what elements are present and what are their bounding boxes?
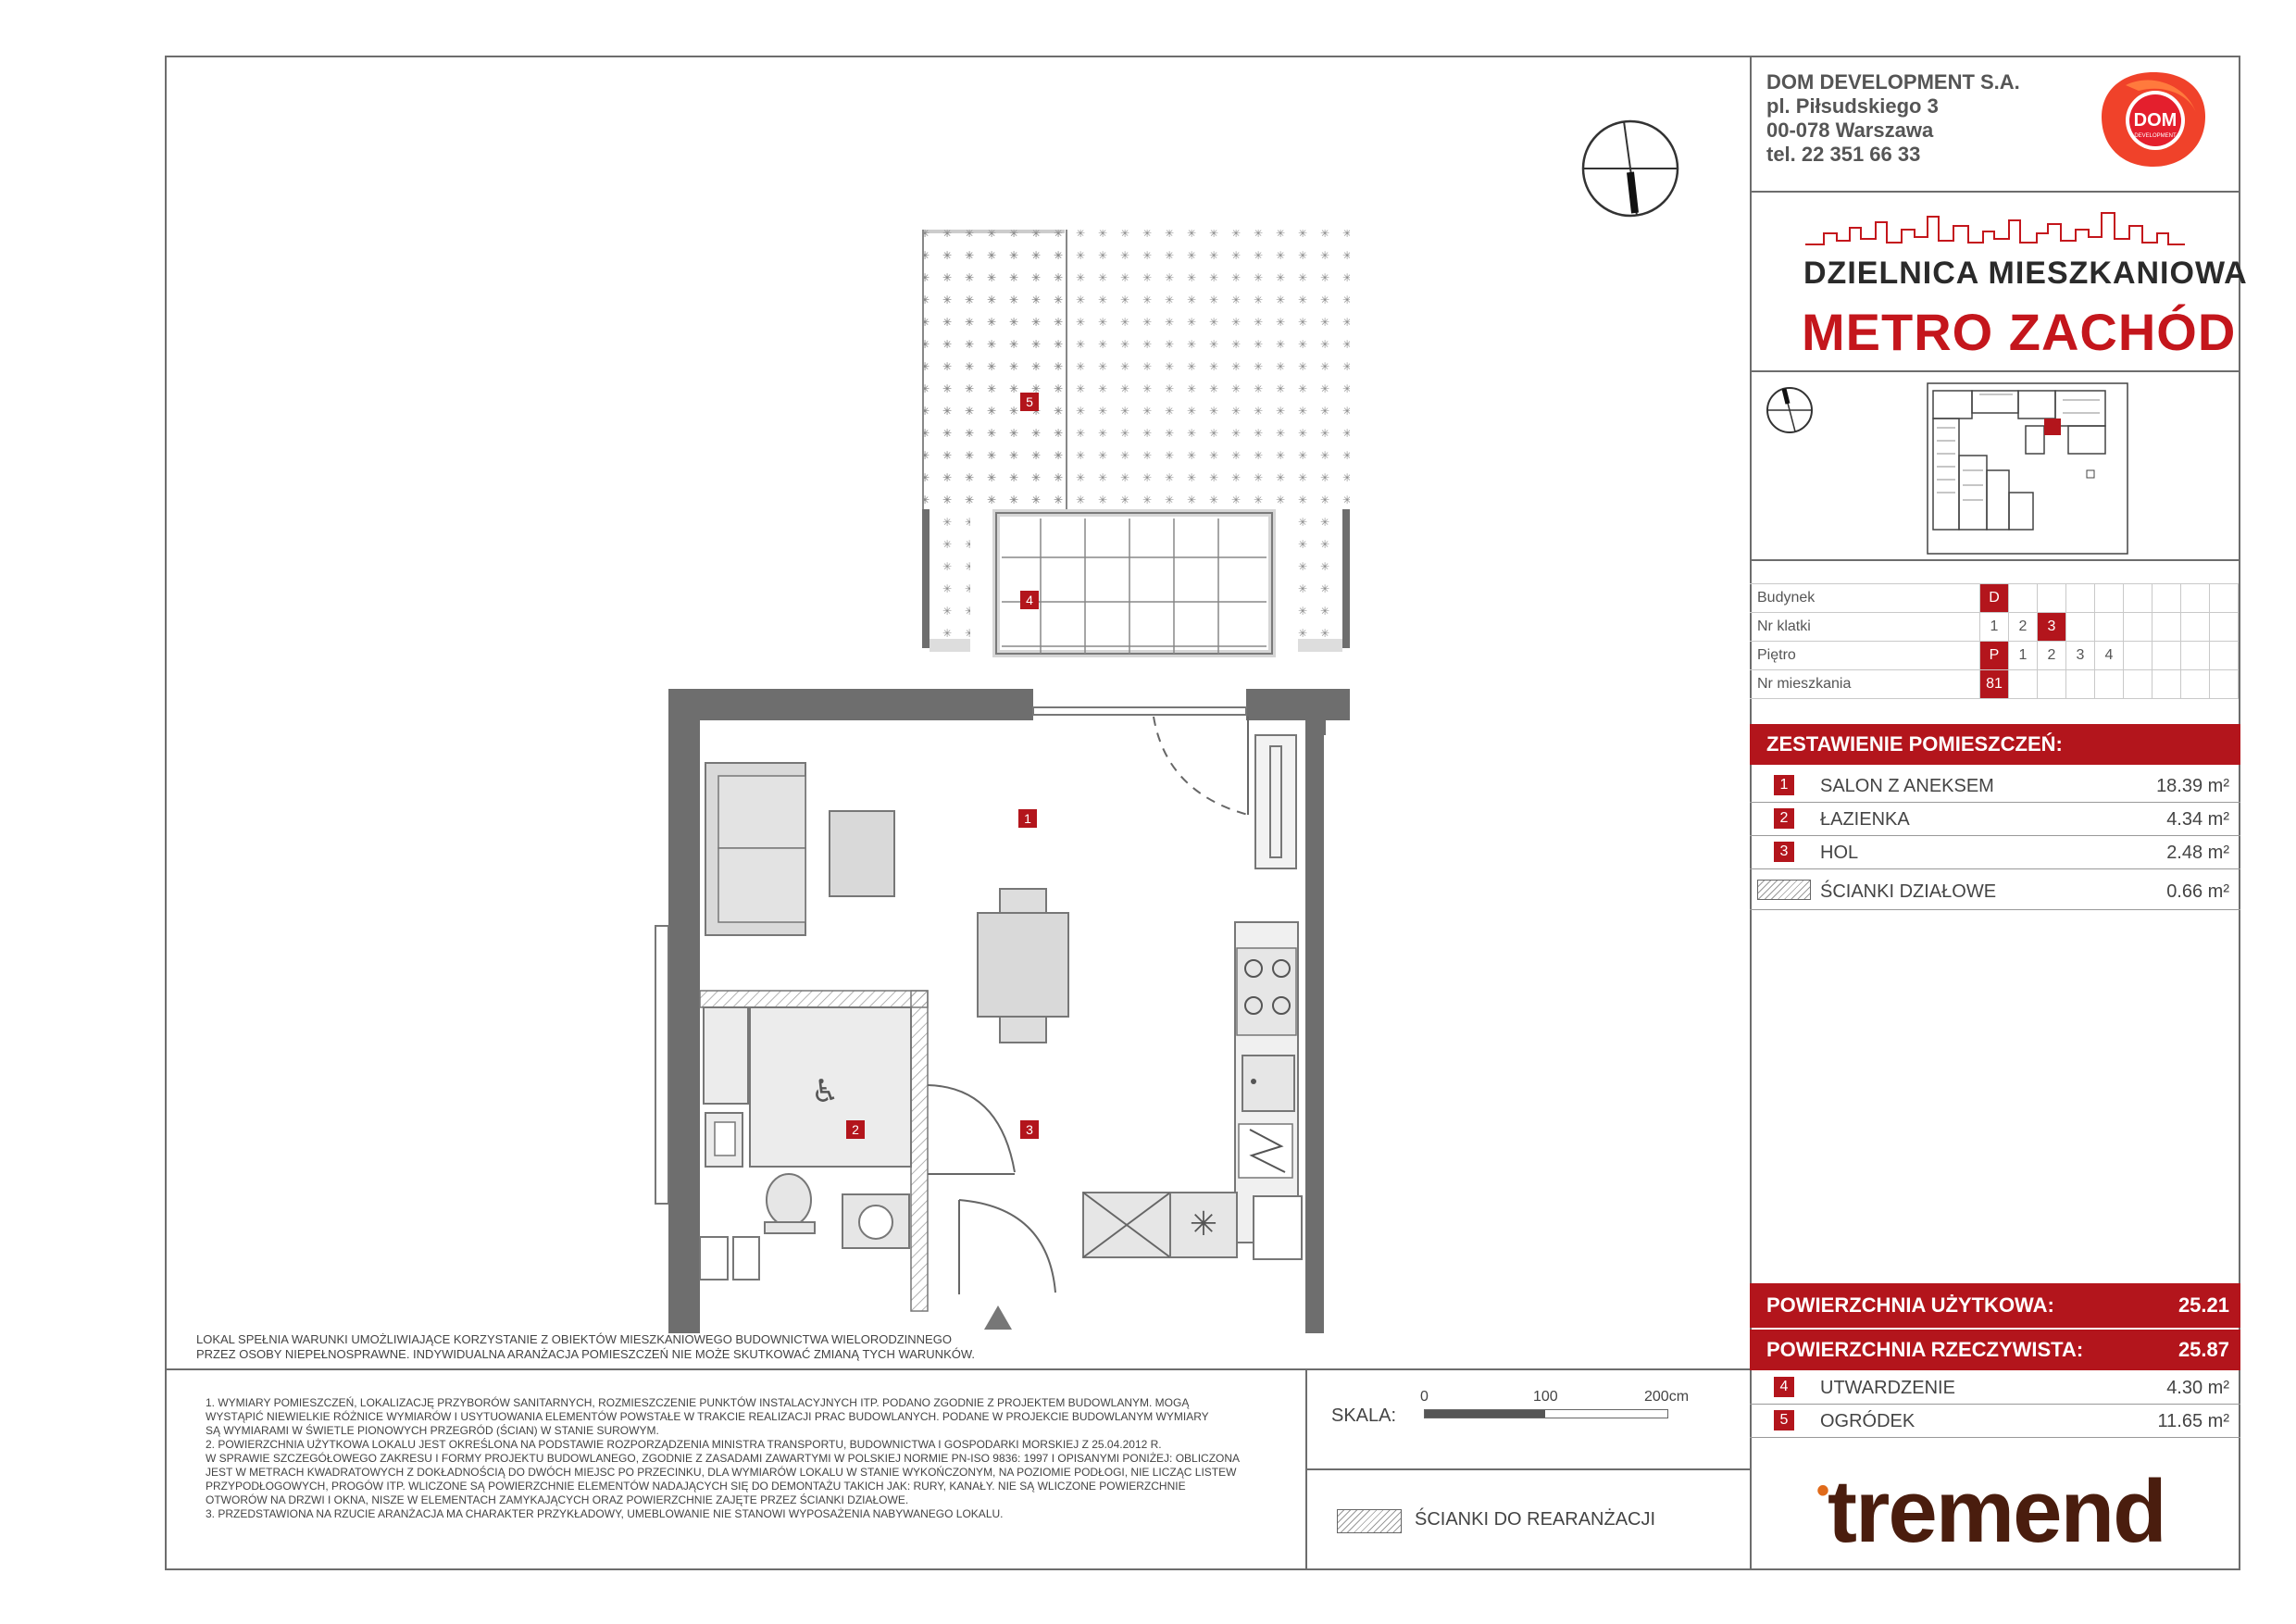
usable-area-bar [1750,1283,2240,1328]
wardrobe [1255,735,1296,868]
table-row [1750,584,2239,613]
divider [165,1368,1750,1370]
plan-tag-3: 3 [1020,1120,1039,1139]
dom-development-logo [2098,69,2209,170]
rearrange-label: ŚCIANKI DO REARANŻACJI [1415,1509,1656,1530]
outdoor-row [1750,1370,2240,1404]
table-row [1750,613,2239,642]
floor-cell: 4 [2095,642,2124,670]
outdoor-number: 4 [1774,1377,1794,1397]
divider [1750,191,2240,193]
note-line: 1. WYMIARY POMIESZCZEŃ, LOKALIZACJĘ PRZYBORÓW SANITARNYCH, ROZMIESZCZENIE PUNKTÓW INSTALACYJNYCH ITP. PODANO ZGODNIE Z PROJEKTEM BUDOWLANYM. MOGĄ [206,1396,1190,1409]
window [1033,707,1246,715]
partitions-area: 0.66 m² [2166,881,2229,902]
partition-hatch-swatch [1757,880,1811,900]
usable-area-label: POWIERZCHNIA UŻYTKOWA: [1766,1293,2054,1317]
fridge-unit [1083,1193,1237,1257]
divider [1305,1468,1750,1470]
room-row [1750,835,2240,868]
outdoor-area: 11.65 m² [2157,1411,2229,1431]
room-name: SALON Z ANEKSEM [1820,776,1994,796]
skyline-icon [1805,206,2185,252]
rooms-header: ZESTAWIENIE POMIESZCZEŃ: [1750,724,2240,765]
accessibility-icon: ♿ [811,1073,840,1110]
project-name-line2: METRO ZACHÓD [1802,303,2237,361]
apartment-cell: 81 [1980,670,2009,699]
sofa [705,763,805,935]
room-name: HOL [1820,843,1859,863]
company-name: DOM DEVELOPMENT S.A. [1766,70,2020,94]
floor-plan [648,222,1370,1333]
note-line: PRZYPODŁOGOWYCH, PROGÓW ITP. WLICZONE SĄ POWIERZCHNIE ELEMENTÓW NADAJĄCYCH SIĘ DO DEMONTAŻU TAKICH JAK: RURY, KANAŁY. NIE SĄ WLICZONE POWIERZCHNIE [206,1480,1186,1493]
company-address-line2: 00-078 Warszawa [1766,119,1934,142]
coffee-table [830,811,894,896]
note-line: 3. PRZEDSTAWIONA NA RZUCIE ARANŻACJA MA CHARAKTER PRZYKŁADOWY, UMEBLOWANIE NIE STANOWI WYPOSAŻENIA NABYWANEGO LOKALU. [206,1507,1004,1520]
note-line: WYSTĄPIĆ NIEWIELKIE RÓŻNICE WYMIARÓW I USYTUOWANIA ELEMENTÓW POWSTAŁE W TRAKCIE REALIZACJI PRAC BUDOWLANYCH. PODANE W PROJEKCIE BUDOWLANYM WYMIARY [206,1410,1209,1423]
room-number: 3 [1774,842,1794,862]
plan-tag-2: 2 [846,1120,865,1139]
table-row [1750,670,2239,699]
brand-text: tremend [1828,1462,2165,1561]
window [655,926,668,1204]
disclaimer-line: LOKAL SPEŁNIA WARUNKI UMOŻLIWIAJĄCE KORZYSTANIE Z OBIEKTÓW MIESZKANIOWEGO BUDOWNICTWA WIELORODZINNEGO [196,1332,952,1346]
building-info-table [1750,583,2239,699]
compass-small-icon [1765,385,1815,435]
building-cell: D [1980,584,2009,613]
floor-cell: 3 [2066,642,2095,670]
floor-cell: P [1980,642,2009,670]
rearrange-hatch-swatch [1337,1509,1402,1533]
note-line: JEST W METRACH KWADRATOWYCH Z DOKŁADNOŚCIĄ DO DWÓCH MIEJSC PO PRZECINKU, DLA WYMIARÓW LOKALU W STANIE WYKOŃCZONYM, NA POZIOMIE PODŁOGI, NIE LICZĄC LISTEW [206,1466,1237,1479]
scale-bar [1424,1409,1668,1418]
company-info [1766,70,2020,167]
real-area-label: POWIERZCHNIA RZECZYWISTA: [1766,1338,2084,1361]
scale-tick-0: 0 [1420,1389,1429,1405]
room-area: 2.48 m² [2166,843,2229,863]
real-area-bar [1750,1330,2240,1370]
row-divider [1750,868,2240,869]
room-row [1750,802,2240,835]
company-address-line1: pl. Piłsudskiego 3 [1766,94,1939,118]
kitchen-counter [1235,922,1298,1243]
table-row [1750,642,2239,670]
divider [1750,559,2240,561]
partitions-name: ŚCIANKI DZIAŁOWE [1820,881,1997,902]
tremend-logo: •tremend [1816,1462,2165,1561]
outdoor-area: 4.30 m² [2166,1378,2229,1398]
row-label: Nr klatki [1750,613,1980,642]
svg-text:✳: ✳ [1189,1206,1218,1243]
floor-cell: 2 [2038,642,2066,670]
scale-label: SKALA: [1331,1405,1397,1426]
scale-tick-200: 200cm [1644,1389,1690,1405]
note-line: 2. POWIERZCHNIA UŻYTKOWA LOKALU JEST OKREŚLONA NA PODSTAWIE ROZPORZĄDZENIA MINISTRA TRANSPORTU, BUDOWNICTWA I GOSPODARKI MORSKIEJ Z 25.04.2012 R. [206,1438,1162,1451]
disclaimer-line: PRZEZ OSOBY NIEPEŁNOSPRAWNE. INDYWIDUALNA ARANŻACJA POMIESZCZEŃ NIE MOŻE SKUTKOWAĆ ZMIANĄ TYCH WARUNKÓW. [196,1347,976,1361]
logo-text-development: DEVELOPMENT [2134,133,2177,139]
note-line: SĄ WYMIARAMI W ŚWIETLE PIONOWYCH PRZEGRÓD (ŚCIAN) W STANIE SUROWYM. [206,1424,659,1437]
note-line: W SPRAWIE SZCZEGÓŁOWEGO ZAKRESU I FORMY PROJEKTU BUDOWLANEGO, ZGODNIE Z ZASADAMI ZAWARTYMI W POLSKIEJ NORMIE PN-ISO 9836: 1997 I OPISANYMI PONIŻEJ: OBLICZONA [206,1452,1241,1465]
terrace-tiles [996,513,1272,654]
row-divider [1750,909,2240,910]
stair-cell: 1 [1980,613,2009,642]
plan-tag-5: 5 [1020,393,1039,411]
outdoor-number: 5 [1774,1410,1794,1430]
accessibility-disclaimer [196,1332,975,1362]
outdoor-name: UTWARDZENIE [1820,1378,1955,1398]
unit-highlight [2044,418,2061,435]
row-label: Piętro [1750,642,1980,670]
row-label: Nr mieszkania [1750,670,1980,699]
room-area: 4.34 m² [2166,809,2229,830]
scale-tick-100: 100 [1533,1389,1558,1405]
column [1254,1196,1302,1259]
real-area-value: 25.87 [2177,1338,2229,1361]
room-number: 2 [1774,808,1794,829]
compass-icon [1579,117,1681,220]
building-key-plan [1924,381,2131,557]
partitions-row [1750,874,2240,907]
plan-tag-4: 4 [1020,591,1039,609]
note-line: OTWORÓW NA DRZWI I OKNA, NISZE W ELEMENTACH ZAMYKAJĄCYCH ORAZ POWIERZCHNIE ZAJĘTE PRZEZ ŚCIANKI DZIAŁOWE. [206,1493,909,1506]
plan-tag-1: 1 [1018,809,1037,828]
outdoor-row [1750,1404,2240,1437]
stair-cell: 2 [2009,613,2038,642]
floor-cell: 1 [2009,642,2038,670]
room-number: 1 [1774,775,1794,795]
outdoor-name: OGRÓDEK [1820,1411,1915,1431]
logo-text-dom: DOM [2133,110,2177,131]
row-divider [1750,1437,2240,1438]
room-row [1750,768,2240,802]
stair-cell: 3 [2038,613,2066,642]
divider [1750,370,2240,372]
notes [206,1396,1298,1521]
project-name-line1: DZIELNICA MIESZKANIOWA [1803,256,2248,291]
room-area: 18.39 m² [2156,776,2229,796]
usable-area-value: 25.21 [2177,1293,2229,1317]
row-label: Budynek [1750,584,1980,613]
room-name: ŁAZIENKA [1820,809,1910,830]
company-phone: tel. 22 351 66 33 [1766,143,1921,166]
